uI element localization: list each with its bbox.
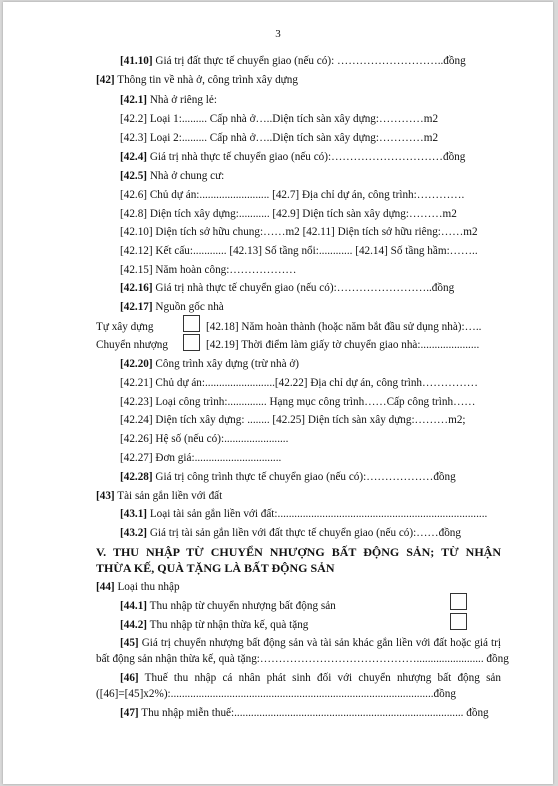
item-42-4: [42.4] Giá trị nhà thực tế chuyển giao (nếu có):…………………………đồng: [120, 151, 466, 163]
item-44: [44] Loại thu nhập: [96, 581, 180, 593]
item-42-20: [42.20] Công trình xây dựng (trừ nhà ở): [120, 358, 299, 370]
item-42-1: [42.1] Nhà ở riêng lẻ:: [120, 94, 217, 106]
item-42-28: [42.28] Giá trị công trình thực tế chuyển giao (nếu có):………………đồng: [120, 471, 456, 483]
transfer-checkbox[interactable]: [183, 334, 200, 351]
item-42-24: [42.24] Diện tích xây dựng: ........ [42.25] Diện tích sàn xây dựng:………m2;: [120, 414, 466, 426]
item-44-2: [44.2] Thu nhập từ nhận thừa kế, quà tặng: [120, 619, 309, 631]
item-42-21: [42.21] Chủ dự án:.........................[42.22] Địa chỉ dự án, công trình……………: [120, 377, 478, 389]
section-v-heading-line2: THỪA KẾ, QUÀ TẶNG LÀ BẤT ĐỘNG SẢN: [96, 561, 335, 575]
item-42-17: [42.17] Nguồn gốc nhà: [120, 301, 224, 313]
item-43-2: [43.2] Giá trị tài sản gắn liền với đất thực tế chuyển giao (nếu có):……đồng: [120, 527, 461, 539]
item-41-10: [41.10] Giá trị đất thực tế chuyển giao (nếu có): ………………………..đồng: [120, 55, 466, 67]
item-44-1: [44.1] Thu nhập từ chuyển nhượng bất động sản: [120, 600, 336, 612]
item-46-line2: ([46]=[45]x2%):..............................................................................................đồng: [96, 688, 456, 700]
income-inheritance-checkbox[interactable]: [450, 613, 467, 630]
item-42-16: [42.16] Giá trị nhà thực tế chuyển giao (nếu có):……………………..đồng: [120, 282, 455, 294]
item-42-23: [42.23] Loại công trình:.............. Hạng mục công trình……Cấp công trình……: [120, 396, 476, 408]
item-42-18: [42.18] Năm hoàn thành (hoặc năm bắt đầu sử dụng nhà):…..: [206, 321, 482, 333]
item-43: [43] Tài sản gắn liền với đất: [96, 490, 223, 502]
item-42-26: [42.26] Hệ số (nếu có):.......................: [120, 433, 289, 445]
item-42-12: [42.12] Kết cấu:............ [42.13] Số tầng nổi:............ [42.14] Số tầng hầm:……..: [120, 245, 478, 257]
item-43-1: [43.1] Loại tài sản gắn liền với đất:...........................................................................: [120, 508, 488, 520]
document-page: [3, 2, 553, 784]
item-45-line2: bất động sản nhận thừa kế, quà tặng:……………………………………........................ đồng: [96, 653, 509, 665]
section-v-heading-line1: V. THU NHẬP TỪ CHUYỂN NHƯỢNG BẤT ĐỘNG SẢN; TỪ NHẬN: [96, 545, 501, 559]
item-42-2: [42.2] Loại 1:......... Cấp nhà ở…..Diện tích sàn xây dựng:…………m2: [120, 113, 439, 125]
item-42-27: [42.27] Đơn giá:...............................: [120, 452, 282, 464]
self-built-label: Tự xây dựng: [96, 321, 154, 333]
item-42-5: [42.5] Nhà ở chung cư:: [120, 170, 225, 182]
income-transfer-checkbox[interactable]: [450, 593, 467, 610]
item-42-15: [42.15] Năm hoàn công:………………: [120, 264, 297, 276]
page-number: 3: [275, 28, 281, 40]
item-42-6: [42.6] Chủ dự án:......................... [42.7] Địa chỉ dự án, công trình:………….: [120, 189, 465, 201]
item-42-8: [42.8] Diện tích xây dựng:........... [42.9] Diện tích sàn xây dựng:………m2: [120, 208, 457, 220]
transfer-label: Chuyển nhượng: [96, 339, 168, 351]
item-47: [47] Thu nhập miễn thuế:.................................................................................. đồng: [120, 707, 489, 719]
item-42-19: [42.19] Thời điểm làm giấy tờ chuyển giao nhà:.....................: [206, 339, 480, 351]
self-built-checkbox[interactable]: [183, 315, 200, 332]
item-42-10: [42.10] Diện tích sở hữu chung:……m2 [42.11] Diện tích sở hữu riêng:……m2: [120, 226, 478, 238]
item-42: [42] Thông tin về nhà ở, công trình xây dựng: [96, 74, 298, 86]
item-46-line1: [46] Thuế thu nhập cá nhân phát sinh đối với chuyển nhượng bất động sản: [120, 672, 501, 684]
item-42-3: [42.3] Loại 2:......... Cấp nhà ở…..Diện tích sàn xây dựng:…………m2: [120, 132, 439, 144]
item-45-line1: [45] Giá trị chuyển nhượng bất động sản và tài sản khác gắn liền với đất hoặc giá trị: [120, 637, 501, 649]
